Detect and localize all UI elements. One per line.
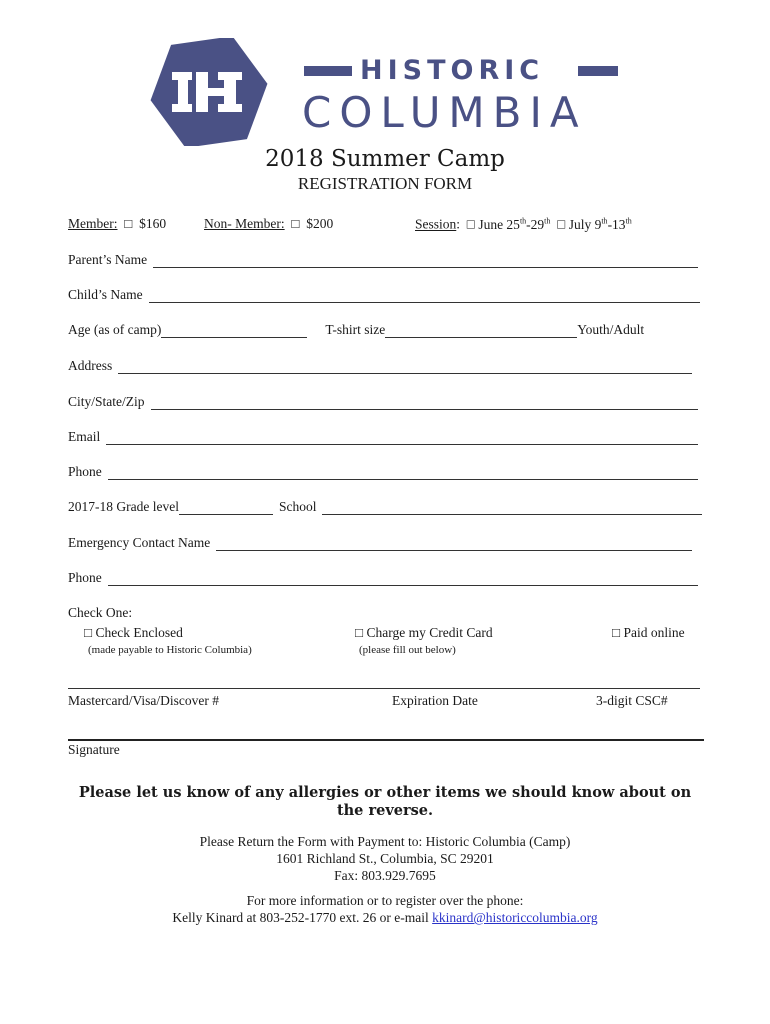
grade-label: 2017-18 Grade level xyxy=(68,499,179,514)
form-subtitle: REGISTRATION FORM xyxy=(297,174,473,193)
return-fax: Fax: 803.929.7695 xyxy=(334,868,436,883)
form-title: 2018 Summer Camp xyxy=(265,146,505,172)
emergency-contact-field[interactable] xyxy=(68,535,692,551)
logo-bar-right xyxy=(578,66,618,76)
phone-label: Phone xyxy=(68,464,102,479)
nonmember-price: $200 xyxy=(306,216,334,231)
paid-online-label: Paid online xyxy=(623,625,685,640)
paid-online-checkbox[interactable]: □ xyxy=(612,625,624,640)
email-field[interactable] xyxy=(68,429,698,445)
signature-line[interactable] xyxy=(68,739,704,741)
age-input[interactable] xyxy=(161,325,307,338)
tshirt-label: T-shirt size xyxy=(325,322,386,337)
contact-text: Kelly Kinard at 803-252-1770 ext. 26 or e-mail xyxy=(172,910,429,925)
parent-name-field[interactable] xyxy=(68,252,698,268)
expiration-label: Expiration Date xyxy=(392,693,478,708)
email-label: Email xyxy=(68,429,101,444)
city-state-zip-field[interactable] xyxy=(68,394,698,410)
tshirt-input[interactable] xyxy=(385,325,577,338)
emergency-phone-field[interactable] xyxy=(68,570,698,586)
emergency-phone-label: Phone xyxy=(68,570,102,585)
credit-card-input-line[interactable] xyxy=(68,688,700,689)
address-label: Address xyxy=(68,358,113,373)
hc-monogram-icon xyxy=(148,38,270,146)
session2-label: July 9th-13th xyxy=(568,216,632,232)
grade-school-row xyxy=(68,499,702,515)
credit-card-label: Charge my Credit Card xyxy=(366,625,493,640)
member-checkbox[interactable]: □ xyxy=(120,216,136,231)
return-street: 1601 Richland St., Columbia, SC 29201 xyxy=(276,851,494,866)
paid-online-option[interactable] xyxy=(612,625,685,641)
historic-columbia-logo xyxy=(148,38,620,150)
session2-checkbox[interactable]: □ xyxy=(553,216,569,232)
grade-input[interactable] xyxy=(179,502,273,515)
card-number-label: Mastercard/Visa/Discover # xyxy=(68,693,220,708)
member-label: Member: xyxy=(68,216,118,231)
nonmember-label: Non- Member: xyxy=(204,216,285,231)
session1-label: June 25th-29th xyxy=(478,216,551,232)
logo-bar-left xyxy=(304,66,352,76)
check-enclosed-checkbox[interactable]: □ xyxy=(84,625,96,640)
credit-card-option[interactable] xyxy=(355,625,493,641)
emergency-contact-label: Emergency Contact Name xyxy=(68,535,211,550)
contact-line xyxy=(0,910,770,926)
member-price: $160 xyxy=(139,216,167,231)
child-name-label: Child’s Name xyxy=(68,287,143,302)
credit-card-note: (please fill out below) xyxy=(359,644,456,656)
credit-card-checkbox[interactable]: □ xyxy=(355,625,367,640)
address-field[interactable] xyxy=(68,358,692,374)
city-state-zip-label: City/State/Zip xyxy=(68,394,145,409)
check-enclosed-label: Check Enclosed xyxy=(95,625,183,640)
nonmember-checkbox[interactable]: □ xyxy=(287,216,303,231)
signature-label: Signature xyxy=(68,742,120,757)
age-tshirt-row xyxy=(68,322,698,338)
phone-field[interactable] xyxy=(68,464,698,480)
school-input[interactable] xyxy=(322,502,702,515)
check-one-label: Check One: xyxy=(68,605,133,620)
membership-row xyxy=(68,216,166,232)
session-label: Session xyxy=(415,216,457,232)
info-line: For more information or to register over the phone: xyxy=(246,893,524,908)
contact-email-link[interactable]: kkinard@historiccolumbia.org xyxy=(432,910,598,925)
return-line: Please Return the Form with Payment to: Historic Columbia (Camp) xyxy=(199,834,571,849)
session1-checkbox[interactable]: □ xyxy=(463,216,479,232)
logo-bottom-word: COLUMBIA xyxy=(302,88,587,137)
csc-label: 3-digit CSC# xyxy=(596,693,668,708)
tshirt-suffix: Youth/Adult xyxy=(577,322,645,337)
logo-top-word: HISTORIC xyxy=(360,55,545,86)
school-label: School xyxy=(278,499,317,514)
child-name-field[interactable] xyxy=(68,287,700,303)
check-enclosed-note: (made payable to Historic Columbia) xyxy=(88,644,252,656)
allergies-note: Please let us know of any allergies or other items we should know about on the reverse. xyxy=(78,784,692,819)
check-enclosed-option[interactable] xyxy=(84,625,183,641)
parent-name-label: Parent’s Name xyxy=(68,252,148,267)
age-label: Age (as of camp) xyxy=(68,322,162,337)
